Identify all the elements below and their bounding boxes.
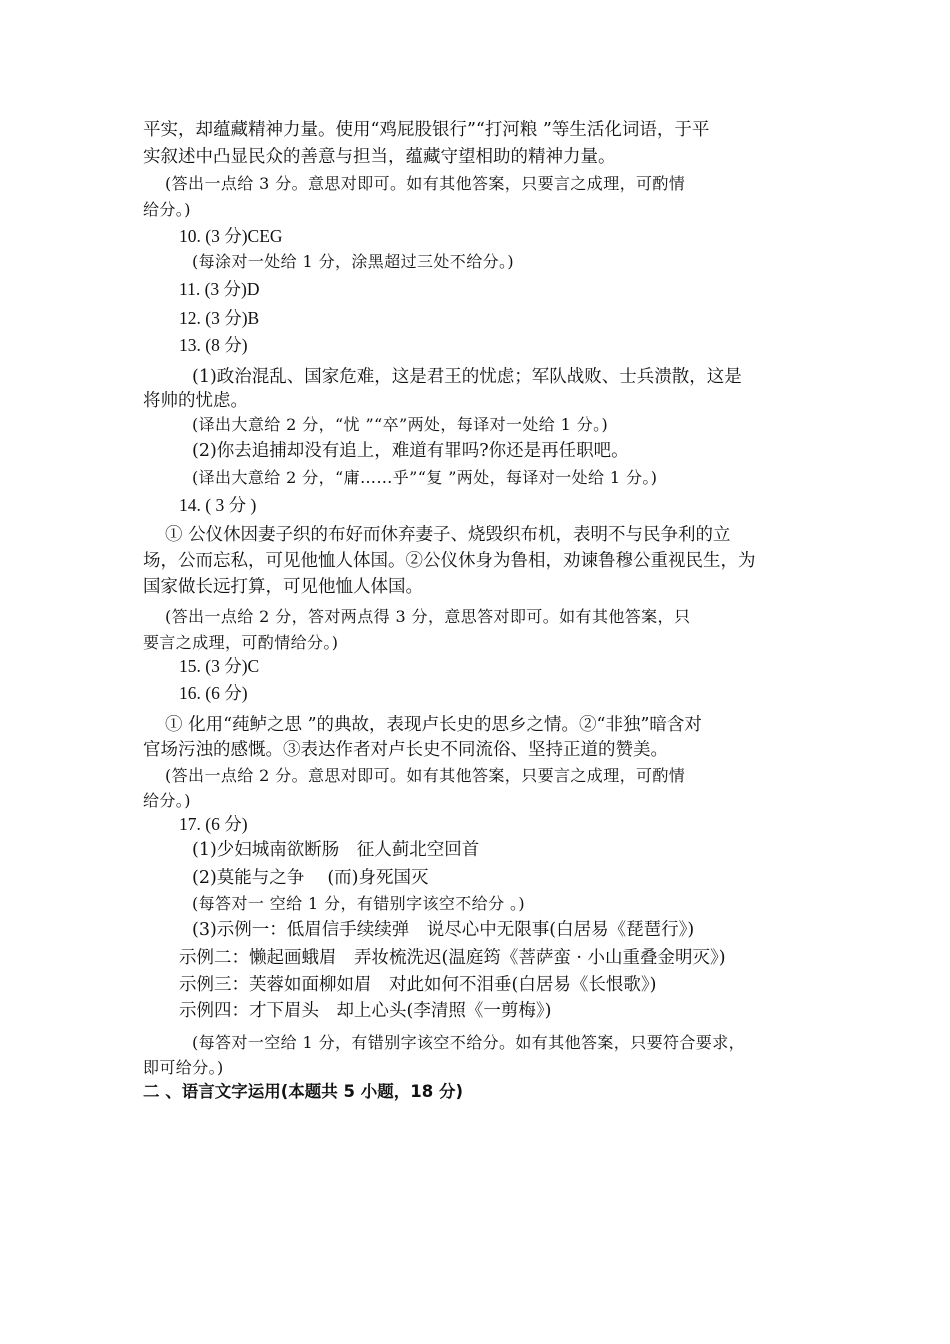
scoring-note-17-line-2: 即可给分。) bbox=[143, 1058, 224, 1077]
answer-13-2: (2)你去追捕却没有追上，难道有罪吗?你还是再任职吧。 bbox=[192, 441, 629, 461]
answer-16-line-2: 官场污浊的感慨。③表达作者对卢长史不同流俗、坚持正道的赞美。 bbox=[143, 740, 668, 760]
answer-16-heading: 16. (6 分) bbox=[179, 683, 248, 703]
section-heading-language-use: 二 、语言文字运用(本题共 5 小题，18 分) bbox=[143, 1082, 464, 1101]
answer-13-1-line-2: 将帅的忧虑。 bbox=[143, 391, 248, 411]
answer-15: 15. (3 分)C bbox=[179, 656, 260, 676]
scoring-note-9-line-1: (答出一点给 3 分。意思对即可。如有其他答案，只要言之成理，可酌情 bbox=[165, 174, 686, 193]
para-9-line-2: 实叙述中凸显民众的善意与担当，蕴藏守望相助的精神力量。 bbox=[143, 147, 616, 167]
scoring-note-13-1: (译出大意给 2 分，“忧 ”“卒”两处，每译对一处给 1 分。) bbox=[192, 415, 609, 434]
scoring-note-9-line-2: 给分。) bbox=[143, 200, 191, 219]
answer-17-3-example-2: 示例二：懒起画蛾眉 弄妆梳洗迟(温庭筠《菩萨蛮 · 小山重叠金明灭》) bbox=[179, 948, 726, 968]
answer-17-3-example-1: (3)示例一：低眉信手续续弹 说尽心中无限事(白居易《琵琶行》) bbox=[192, 920, 695, 940]
answer-14-line-1: ① 公仪休因妻子织的布好而休弃妻子、烧毁织布机，表明不与民争利的立 bbox=[165, 525, 731, 545]
answer-17-1: (1)少妇城南欲断肠 征人蓟北空回首 bbox=[192, 840, 480, 860]
answer-17-heading: 17. (6 分) bbox=[179, 814, 248, 834]
para-9-line-1: 平实，却蕴藏精神力量。使用“鸡屁股银行”“打河粮 ”等生活化词语，于平 bbox=[143, 120, 710, 140]
scoring-note-10: (每涂对一处给 1 分，涂黑超过三处不给分。) bbox=[192, 252, 515, 271]
answer-10: 10. (3 分)CEG bbox=[179, 226, 283, 246]
scoring-note-16-line-2: 给分。) bbox=[143, 791, 191, 810]
answer-17-3-example-3: 示例三：芙蓉如面柳如眉 对此如何不泪垂(白居易《长恨歌》) bbox=[179, 975, 657, 995]
scoring-note-17-2: (每答对一 空给 1 分，有错别字该空不给分 。) bbox=[192, 894, 526, 913]
answer-11: 11. (3 分)D bbox=[179, 279, 260, 299]
scoring-note-13-2: (译出大意给 2 分，“庸……乎”“复 ”两处，每译对一处给 1 分。) bbox=[192, 468, 658, 487]
answer-14-line-2: 场，公而忘私，可见他恤人体国。②公仪休身为鲁相，劝谏鲁穆公重视民生，为 bbox=[143, 551, 756, 571]
answer-12: 12. (3 分)B bbox=[179, 308, 260, 328]
answer-13-1-line-1: (1)政治混乱、国家危难，这是君王的忧虑；军队战败、士兵溃散，这是 bbox=[192, 367, 742, 387]
scoring-note-17-line-1: (每答对一空给 1 分，有错别字该空不给分。如有其他答案，只要符合要求， bbox=[192, 1033, 745, 1052]
answer-17-3-example-4: 示例四：才下眉头 却上心头(李清照《一剪梅》) bbox=[179, 1001, 552, 1021]
scoring-note-14-line-1: (答出一点给 2 分，答对两点得 3 分，意思答对即可。如有其他答案，只 bbox=[165, 607, 691, 626]
scoring-note-16-line-1: (答出一点给 2 分。意思对即可。如有其他答案，只要言之成理，可酌情 bbox=[165, 766, 686, 785]
scoring-note-14-line-2: 要言之成理，可酌情给分。) bbox=[143, 633, 339, 652]
answer-13-heading: 13. (8 分) bbox=[179, 335, 248, 355]
answer-17-2: (2)莫能与之争 (而)身死国灭 bbox=[192, 868, 429, 888]
answer-16-line-1: ① 化用“莼鲈之思 ”的典故，表现卢长史的思乡之情。②“非独”暗含对 bbox=[165, 715, 702, 735]
answer-14-heading: 14. ( 3 分 ) bbox=[179, 495, 257, 515]
answer-14-line-3: 国家做长远打算，可见他恤人体国。 bbox=[143, 577, 423, 597]
